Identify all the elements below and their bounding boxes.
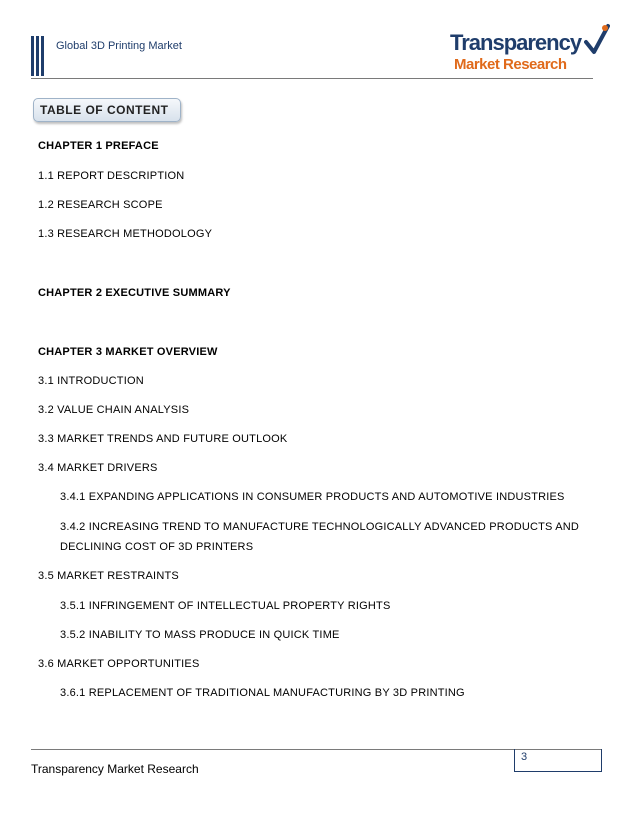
toc-item: 3.6 MARKET OPPORTUNITIES — [38, 658, 200, 670]
toc-heading-badge — [33, 98, 181, 122]
toc-item: 3.2 VALUE CHAIN ANALYSIS — [38, 404, 190, 416]
toc-item: 3.1 INTRODUCTION — [38, 375, 144, 387]
toc-item: 3.5 MARKET RESTRAINTS — [38, 570, 179, 582]
header-divider — [31, 78, 593, 79]
toc-chapter: CHAPTER 2 EXECUTIVE SUMMARY — [38, 287, 231, 299]
toc-subitem: 3.5.2 INABILITY TO MASS PRODUCE IN QUICK TIME — [60, 629, 340, 641]
logo-main-text: Transparency — [450, 30, 582, 55]
checkmark-icon — [584, 22, 610, 58]
toc-subitem: 3.6.1 REPLACEMENT OF TRADITIONAL MANUFACTURING BY 3D PRINTING — [60, 687, 465, 699]
toc-chapter: CHAPTER 3 MARKET OVERVIEW — [38, 346, 218, 358]
toc-item: 1.3 RESEARCH METHODOLOGY — [38, 228, 213, 240]
page-number: 3 — [521, 751, 528, 763]
footer-company: Transparency Market Research — [31, 762, 199, 776]
toc-subitem: 3.4.1 EXPANDING APPLICATIONS IN CONSUMER PRODUCTS AND AUTOMOTIVE INDUSTRIES — [60, 491, 565, 503]
toc-subitem: 3.5.1 INFRINGEMENT OF INTELLECTUAL PROPERTY RIGHTS — [60, 600, 391, 612]
page-number-box — [514, 749, 602, 772]
toc-heading: TABLE OF CONTENT — [40, 103, 169, 117]
toc-item: 3.3 MARKET TRENDS AND FUTURE OUTLOOK — [38, 433, 288, 445]
header-title: Global 3D Printing Market — [56, 40, 182, 52]
header-bars-icon — [31, 36, 49, 76]
company-logo — [450, 22, 610, 78]
toc-item: 3.4 MARKET DRIVERS — [38, 462, 158, 474]
toc-subitem-continued: DECLINING COST OF 3D PRINTERS — [60, 541, 254, 553]
toc-chapter: CHAPTER 1 PREFACE — [38, 140, 159, 152]
toc-item: 1.2 RESEARCH SCOPE — [38, 199, 163, 211]
logo-sub-text: Market Research — [454, 56, 567, 73]
toc-subitem: 3.4.2 INCREASING TREND TO MANUFACTURE TECHNOLOGICALLY ADVANCED PRODUCTS AND — [60, 521, 580, 533]
toc-item: 1.1 REPORT DESCRIPTION — [38, 170, 185, 182]
